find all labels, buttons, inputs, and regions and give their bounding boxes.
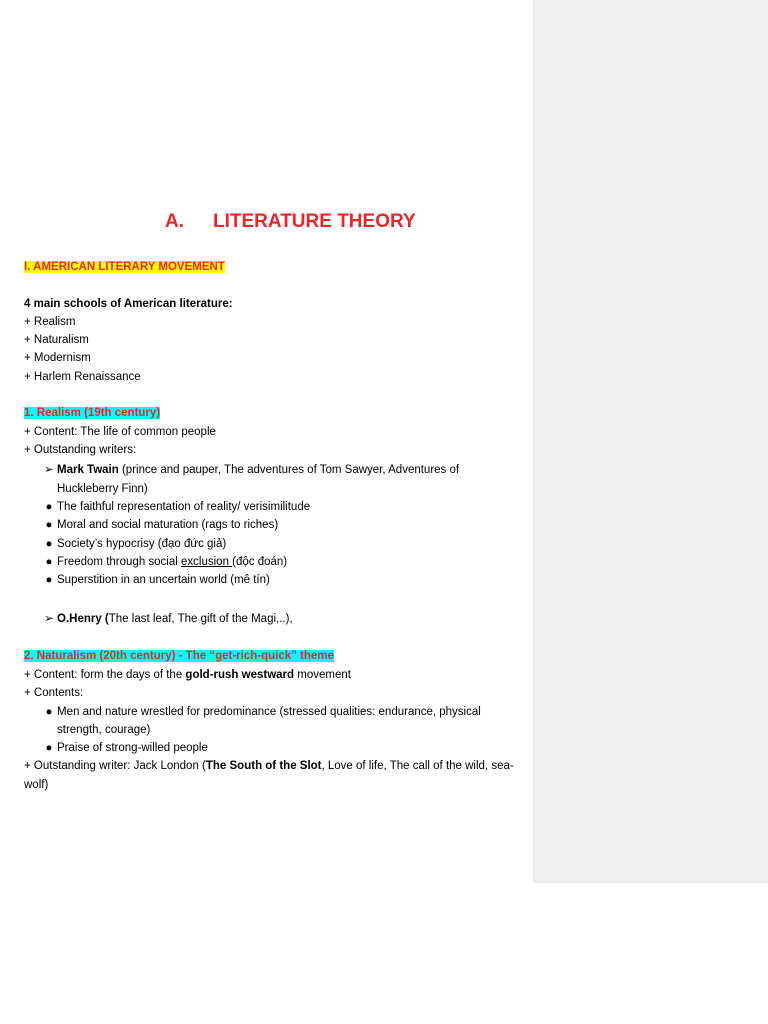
school-item: + Modernism [24,352,91,364]
dot-bullet-icon: ● [45,556,53,568]
title-text: LITERATURE THEORY [213,211,416,232]
arrow-bullet-icon: ➢ [44,613,54,625]
naturalism-heading: 2. Naturalism (20th century) - The “get-rich-quick” theme [24,650,334,662]
naturalism-writer-cont: wolf) [24,779,49,791]
theme-item: Moral and social maturation (rags to riches) [57,519,279,531]
arrow-bullet-icon: ➢ [44,464,54,476]
dot-bullet-icon: ● [45,574,53,586]
dot-bullet-icon: ● [45,538,53,550]
dot-bullet-icon: ● [45,519,53,531]
realism-heading: 1. Realism (19th century) [24,407,161,419]
theme-item: Society’s hypocrisy (đạo đức giả) [57,538,227,550]
naturalism-contents-label: + Contents: [24,687,84,699]
naturalism-item-cont: strength, courage) [57,724,151,736]
school-item: + Realism [24,316,76,328]
naturalism-writer: + Outstanding writer: Jack London (The South of the Slot, Love of life, The call of the wild, sea- [24,760,514,772]
naturalism-item: Praise of strong-willed people [57,742,208,754]
realism-writers-label: + Outstanding writers: [24,444,137,456]
section-heading: I. AMERICAN LITERARY MOVEMENT [24,261,225,273]
naturalism-content: + Content: form the days of the gold-rush westward movement [24,669,351,681]
theme-item: The faithful representation of reality/ verisimilitude [57,501,311,513]
comment-pane [533,0,768,883]
dot-bullet-icon: ● [45,706,53,718]
theme-item-freedom: Freedom through social exclusion (độc đoán) [57,556,288,568]
schools-intro: 4 main schools of American literature: [24,298,233,310]
realism-content: + Content: The life of common people [24,426,216,438]
document-title [165,211,416,233]
school-item: + Harlem Renaissance [24,371,141,383]
title-number: A. [165,211,184,232]
school-item: + Naturalism [24,334,89,346]
ohenry-entry: O.Henry (The last leaf, The gift of the Magi,..), [57,613,293,625]
theme-item: Superstition in an uncertain world (mê tín) [57,574,270,586]
dot-bullet-icon: ● [45,501,53,513]
dot-bullet-icon: ● [45,742,53,754]
naturalism-item: Men and nature wrestled for predominance (stressed qualities: endurance, physical [57,706,481,718]
twain-entry-cont: Huckleberry Finn) [57,483,148,495]
twain-entry: Mark Twain (prince and pauper, The adventures of Tom Sawyer, Adventures of [57,464,460,476]
